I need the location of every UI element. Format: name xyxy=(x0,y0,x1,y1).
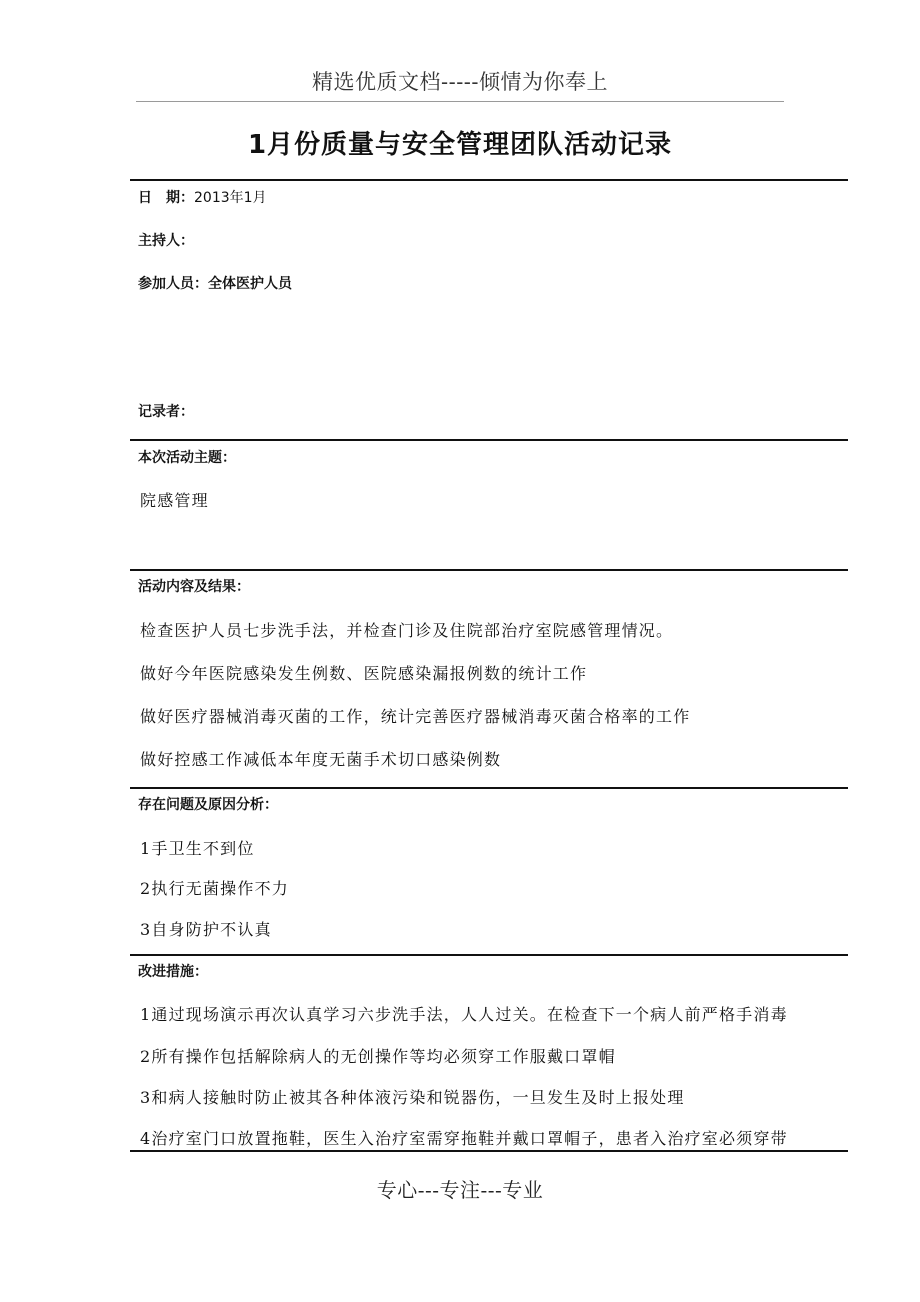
date-value: 2013年1月 xyxy=(194,190,267,206)
content-line-3: 做好医疗器械消毒灭菌的工作，统计完善医疗器械消毒灭菌合格率的工作 xyxy=(140,707,691,726)
recorder-label: 记录者： xyxy=(138,404,194,420)
problem-line-3: 3自身防护不认真 xyxy=(140,920,272,939)
measure-line-3: 3和病人接触时防止被其各种体液污染和锐器伤，一旦发生及时上报处理 xyxy=(140,1088,685,1107)
date-label: 日 期： xyxy=(138,190,194,206)
recorder-row xyxy=(138,401,194,421)
content-line-2: 做好今年医院感染发生例数、医院感染漏报例数的统计工作 xyxy=(140,664,588,683)
host-row xyxy=(138,230,194,250)
content-line-4: 做好控感工作减低本年度无菌手术切口感染例数 xyxy=(140,750,502,769)
content-line-1: 检查医护人员七步洗手法，并检查门诊及住院部治疗室院感管理情况。 xyxy=(140,621,674,640)
content-heading: 活动内容及结果： xyxy=(138,579,250,595)
rule-measures xyxy=(130,954,848,956)
date-row xyxy=(138,187,267,207)
attendees-label: 参加人员： xyxy=(138,276,208,292)
rule-theme xyxy=(130,439,848,441)
rule-bottom xyxy=(130,1150,848,1152)
measure-line-1: 1通过现场演示再次认真学习六步洗手法，人人过关。在检查下一个病人前严格手消毒 xyxy=(140,1005,788,1024)
rule-problems xyxy=(130,787,848,789)
problem-line-2: 2执行无菌操作不力 xyxy=(140,879,289,898)
document-title: 1月份质量与安全管理团队活动记录 xyxy=(247,130,673,160)
measure-line-4: 4治疗室门口放置拖鞋，医生入治疗室需穿拖鞋并戴口罩帽子，患者入治疗室必须穿带 xyxy=(140,1129,788,1148)
problem-line-1: 1手卫生不到位 xyxy=(140,839,255,858)
measures-heading: 改进措施： xyxy=(138,964,208,980)
theme-heading: 本次活动主题： xyxy=(138,450,236,466)
measure-line-2: 2所有操作包括解除病人的无创操作等均必须穿工作服戴口罩帽 xyxy=(140,1047,616,1066)
page-header: 精选优质文档-----倾情为你奉上 xyxy=(312,70,608,94)
theme-line: 院感管理 xyxy=(140,491,209,510)
rule-top xyxy=(130,179,848,181)
host-label: 主持人： xyxy=(138,233,194,249)
page-footer: 专心---专注---专业 xyxy=(376,1178,544,1202)
header-divider xyxy=(136,101,784,102)
attendees-value: 全体医护人员 xyxy=(208,276,292,292)
attendees-row xyxy=(138,273,292,293)
rule-content xyxy=(130,569,848,571)
problems-heading: 存在问题及原因分析： xyxy=(138,797,278,813)
